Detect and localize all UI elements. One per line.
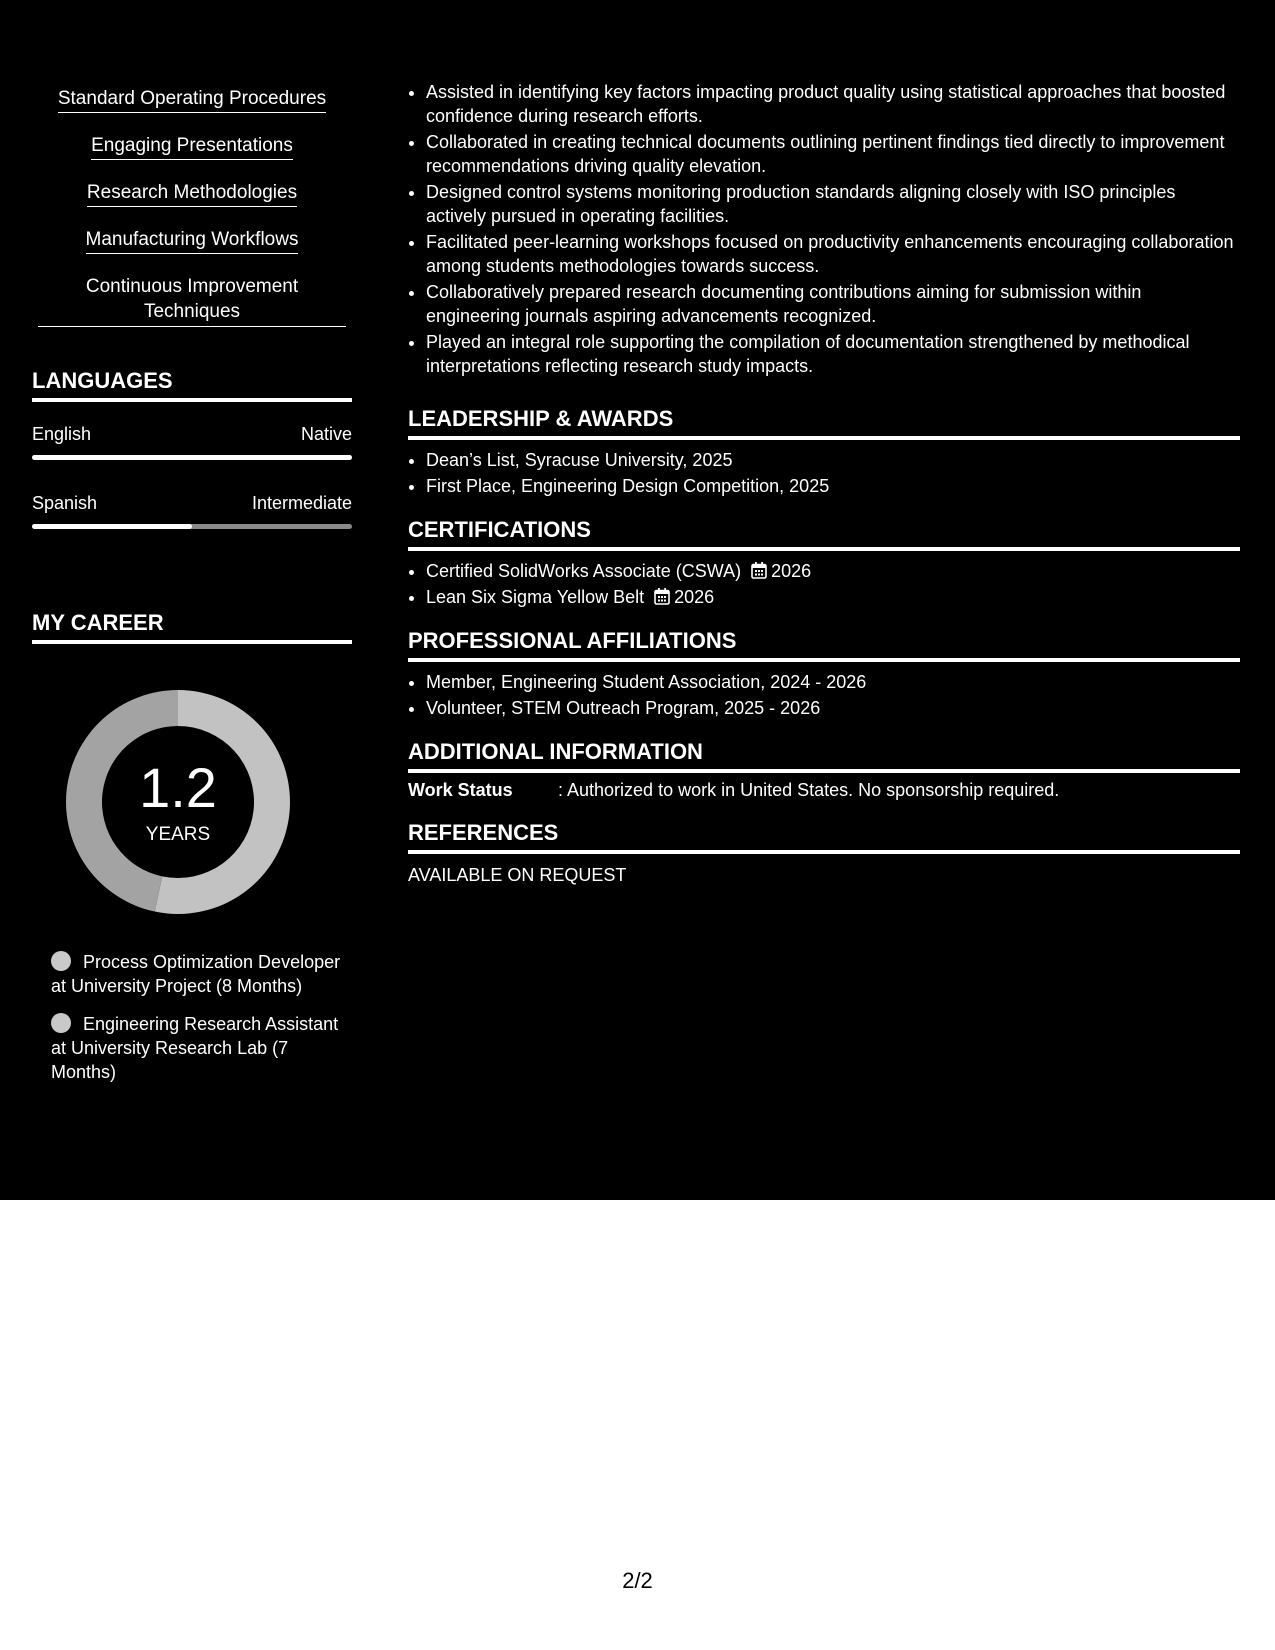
language-bar	[32, 524, 352, 529]
bullet-dot-icon	[51, 1013, 71, 1033]
leadership-item: • Dean’s List, Syracuse University, 2025	[426, 448, 1240, 472]
experience-bullet: • Assisted in identifying key factors impacting product quality using statistical approaches that boosted confidence during research efforts.	[426, 80, 1238, 128]
language-bar-fill	[32, 524, 192, 529]
experience-bullet: • Collaborated in creating technical documents outlining pertinent findings tied directly to improvement recommendations driving quality elevation.	[426, 130, 1238, 178]
affiliation-item: • Volunteer, STEM Outreach Program, 2025 - 2026	[426, 696, 1240, 720]
language-bar	[32, 455, 352, 460]
language-level: Intermediate	[251, 493, 352, 513]
certification-item: • Certified SolidWorks Associate (CSWA) 2026	[426, 559, 1240, 583]
work-status-value: : Authorized to work in United States. No sponsorship required.	[558, 780, 1060, 800]
leadership-item: • First Place, Engineering Design Competition, 2025	[426, 474, 1240, 498]
language-bar-fill	[32, 455, 352, 460]
affiliation-item: • Member, Engineering Student Association, 2024 - 2026	[426, 670, 1240, 694]
skill-item: Research Methodologies	[38, 180, 346, 207]
language-spanish	[32, 493, 352, 529]
experience-bullet: • Designed control systems monitoring production standards aligning closely with ISO principles actively pursued in operating facilities.	[426, 180, 1238, 228]
calendar-icon	[654, 588, 670, 605]
certifications-heading: CERTIFICATIONS	[408, 517, 1240, 551]
references-heading: REFERENCES	[408, 820, 1240, 854]
experience-bullet: • Played an integral role supporting the compilation of documentation strengthened by methodical interpretations reflecting research study impacts.	[426, 330, 1238, 378]
skill-item: Engaging Presentations	[38, 133, 346, 160]
career-item: Engineering Research Assistant at University Research Lab (7 Months)	[51, 1014, 339, 1082]
work-status-row	[408, 780, 1240, 801]
leadership-list	[408, 448, 1240, 500]
experience-bullet: • Facilitated peer-learning workshops focused on productivity enhancements encouraging collaboration among students methodologies towards success.	[426, 230, 1238, 278]
skill-item: Continuous Improvement Techniques	[38, 274, 346, 327]
career-heading: MY CAREER	[32, 610, 352, 644]
affiliations-heading: PROFESSIONAL AFFILIATIONS	[408, 628, 1240, 662]
languages-heading: LANGUAGES	[32, 368, 352, 402]
skill-item: Standard Operating Procedures	[38, 86, 346, 113]
additional-info-heading: ADDITIONAL INFORMATION	[408, 739, 1240, 773]
skills-list	[38, 86, 346, 327]
certification-item: • Lean Six Sigma Yellow Belt 2026	[426, 585, 1240, 609]
language-name: English	[32, 424, 92, 444]
language-level: Native	[300, 424, 352, 444]
calendar-icon	[751, 562, 767, 579]
page-number: 2/2	[622, 1568, 653, 1593]
bullet-dot-icon	[51, 951, 71, 971]
language-name: Spanish	[32, 493, 98, 513]
career-total-years: 1.2	[139, 756, 217, 819]
certification-year: 2026	[674, 587, 715, 607]
work-status-label: Work Status	[408, 780, 513, 800]
affiliations-list	[408, 670, 1240, 722]
leadership-heading: LEADERSHIP & AWARDS	[408, 406, 1240, 440]
certifications-list	[408, 559, 1240, 611]
skill-item: Manufacturing Workflows	[38, 227, 346, 254]
career-item: Process Optimization Developer at University Project (8 Months)	[51, 952, 341, 996]
references-text: AVAILABLE ON REQUEST	[408, 865, 627, 885]
experience-bullet: • Collaboratively prepared research documenting contributions aiming for submission within engineering journals aspiring advancements recognized.	[426, 280, 1238, 328]
experience-bullets	[408, 80, 1238, 380]
career-years-label: YEARS	[145, 824, 211, 845]
certification-year: 2026	[771, 561, 812, 581]
language-english	[32, 424, 352, 460]
career-list	[51, 950, 341, 1098]
